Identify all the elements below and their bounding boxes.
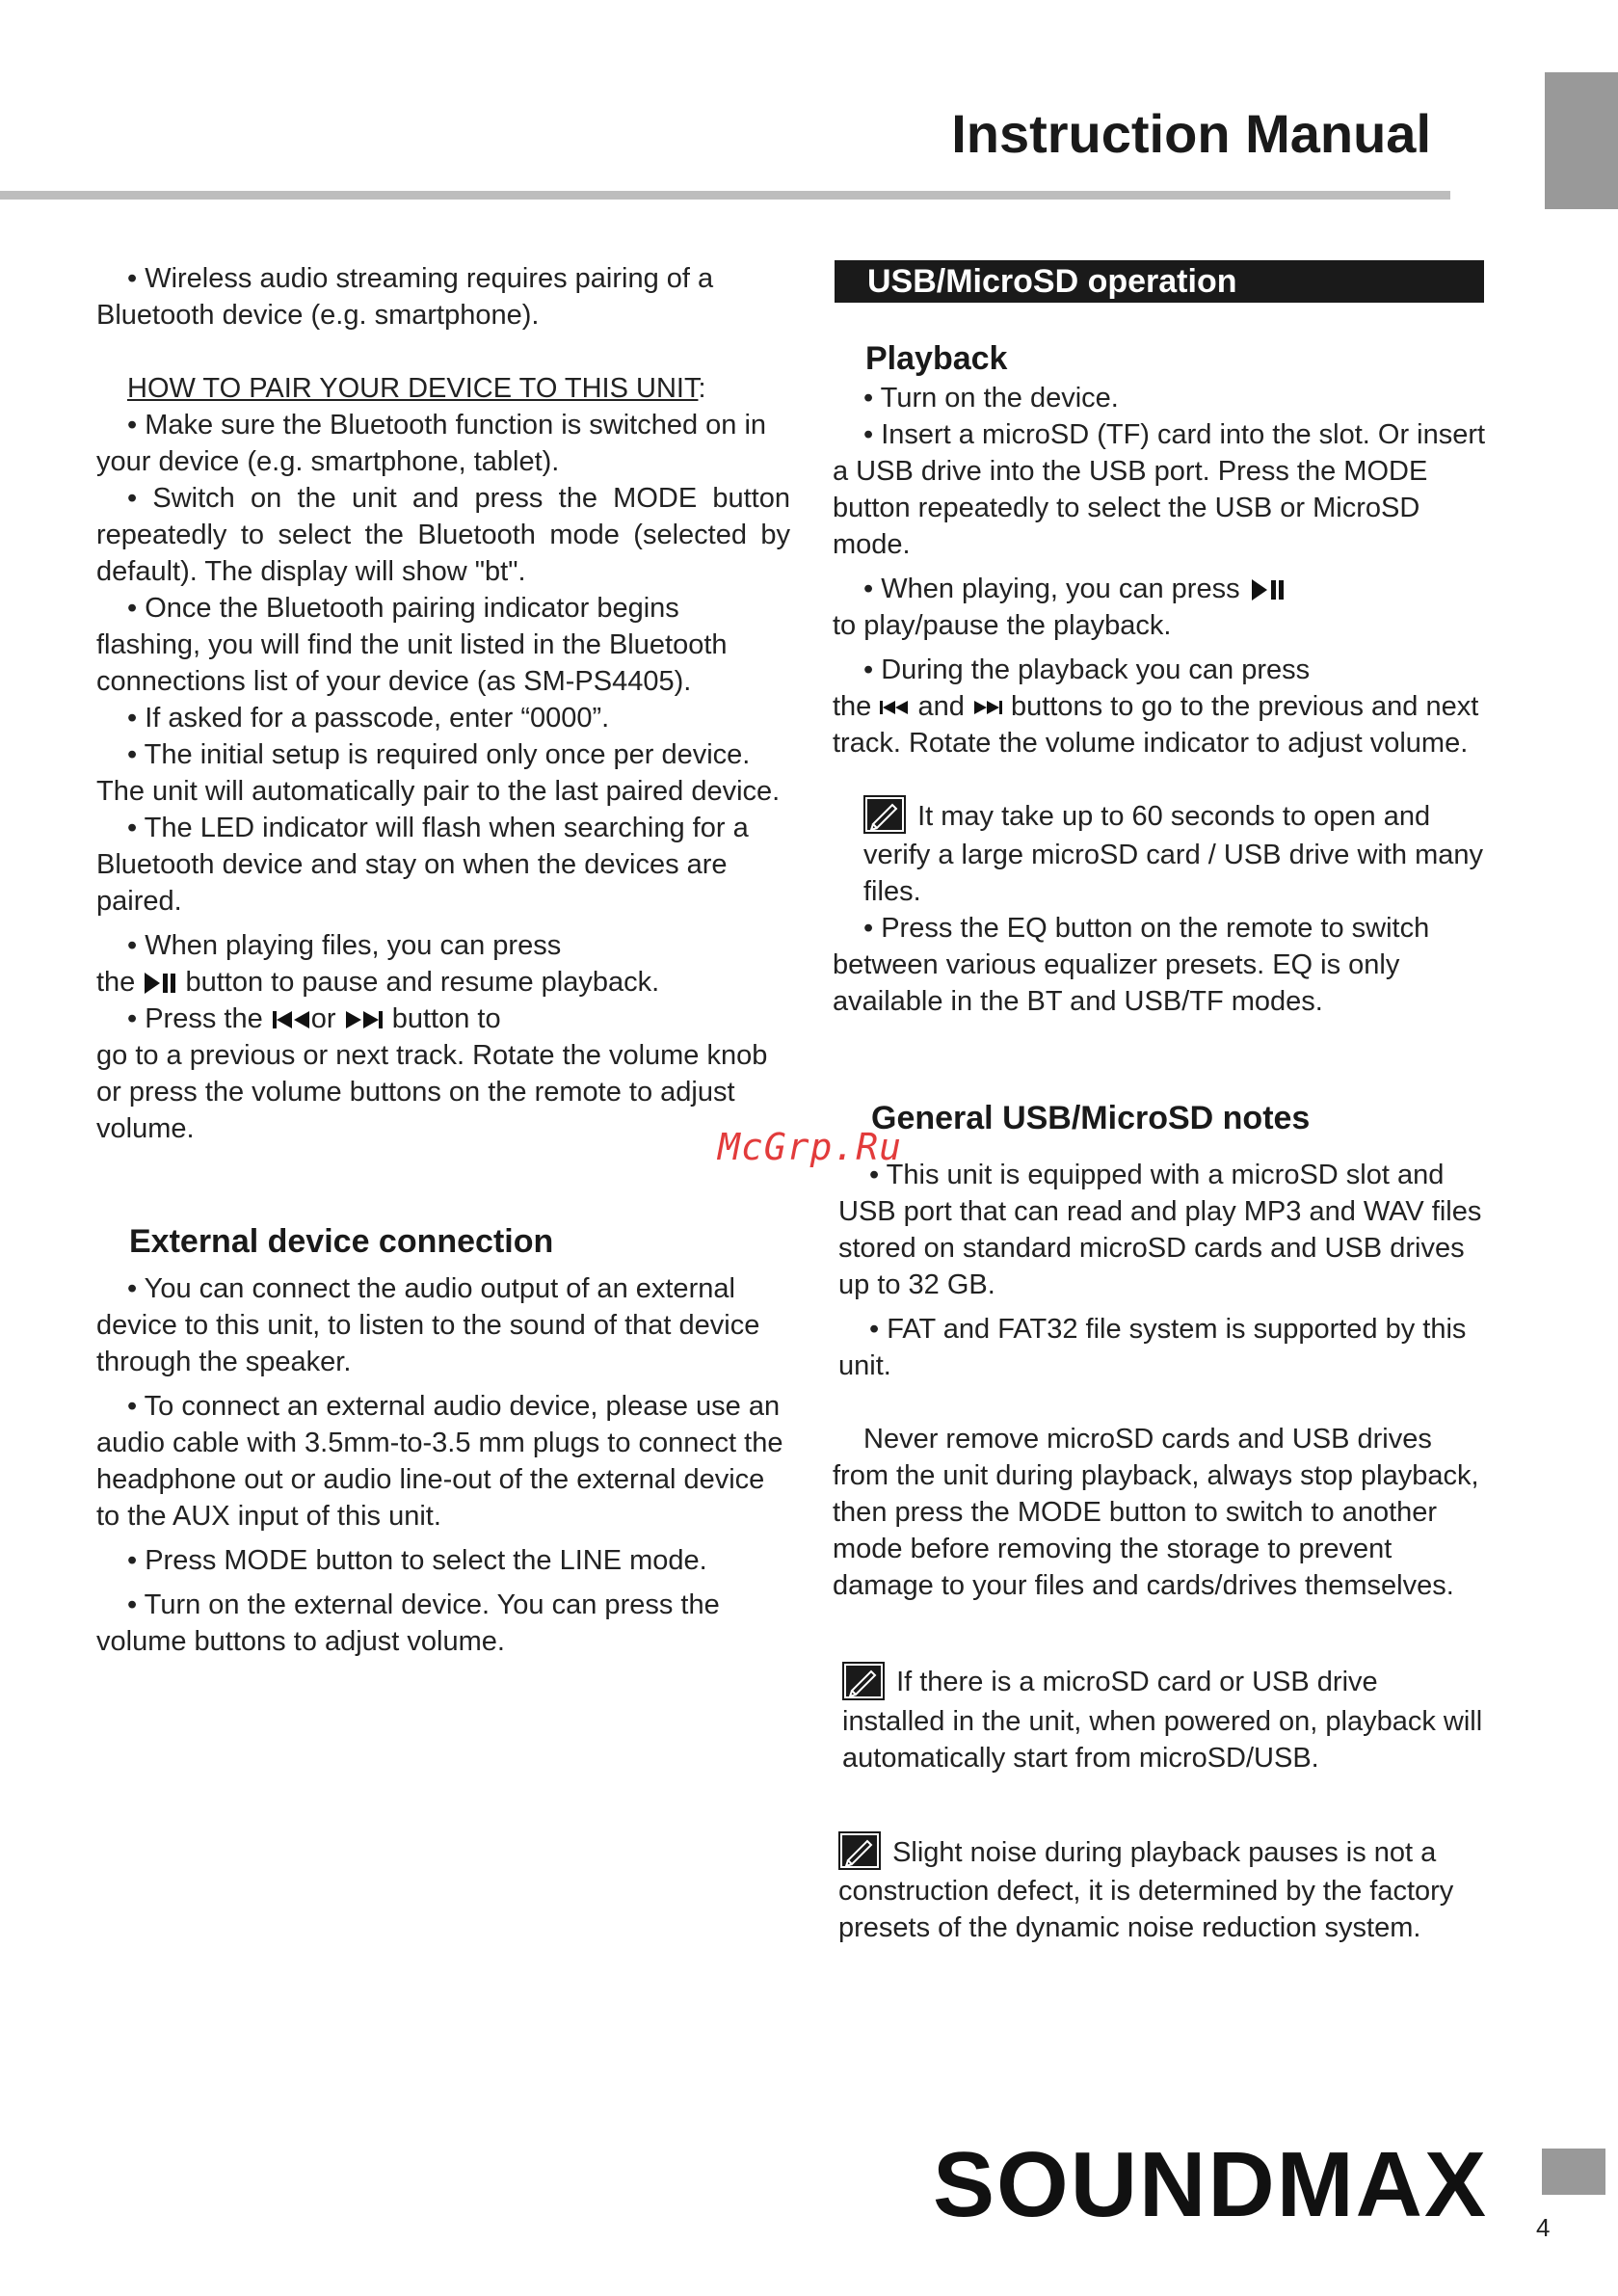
paragraph: • Wireless audio streaming requires pairing of a Bluetooth device (e.g. smartphone). — [96, 263, 714, 331]
brand-logo: SOUNDMAX — [933, 2133, 1489, 2236]
list-item: • If asked for a passcode, enter “0000”. — [127, 703, 610, 734]
subsection-heading: General USB/MicroSD notes — [871, 1100, 1311, 1137]
list-item: • To connect an external audio device, please use an audio cable with 3.5mm-to-3.5 mm plugs to connect the headphone out or audio line-out of the external device to the AUX input of this unit. — [96, 1391, 783, 1532]
pair-heading-text: HOW TO PAIR YOUR DEVICE TO THIS UNIT — [127, 373, 699, 404]
header-divider — [0, 191, 1450, 200]
list-item: • The initial setup is required only once per device. The unit will automatically pair to the last paired device. — [96, 739, 781, 807]
previous-track-icon — [271, 1009, 311, 1030]
right-column — [833, 260, 1488, 1946]
list-item: • This unit is equipped with a microSD slot and USB port that can read and play MP3 and WAV files stored on standard microSD cards and USB drives up to 32 GB. — [838, 1160, 1482, 1301]
list-item: • When playing, you can press to play/pause the playback. — [833, 571, 1488, 644]
pair-heading: HOW TO PAIR YOUR DEVICE TO THIS UNIT: — [127, 373, 706, 404]
list-item: • Turn on the device. — [863, 383, 1119, 414]
note: It may take up to 60 seconds to open and verify a large microSD card / USB drive with many files. — [833, 798, 1488, 910]
side-tab — [1545, 72, 1618, 209]
list-item: • Turn on the external device. You can press the volume buttons to adjust volume. — [96, 1589, 720, 1657]
list-item: • Make sure the Bluetooth function is switched on in your device (e.g. smartphone, tablet). — [96, 410, 767, 477]
play-pause-icon — [1248, 577, 1288, 602]
list-item: • The LED indicator will flash when searching for a Bluetooth device and stay on when the devices are paired. — [96, 813, 749, 917]
list-item: • Insert a microSD (TF) card into the slot. Or insert a USB drive into the USB port. Press the MODE button repeatedly to select the USB or MicroSD mode. — [833, 419, 1486, 560]
list-item: • During the playback you can press the and buttons to go to the previous and next track. Rotate the volume indicator to adjust volume. — [833, 654, 1479, 759]
note-pencil-icon — [863, 795, 906, 834]
section-title-bar: USB/MicroSD operation — [835, 260, 1484, 303]
subsection-heading: Playback — [865, 340, 1008, 377]
paragraph: Never remove microSD cards and USB drives from the unit during playback, always stop playback, then press the MODE button to switch to another mode before removing the storage to prevent damage to your files and cards/drives themselves. — [833, 1424, 1479, 1602]
section-heading: External device connection — [129, 1223, 554, 1260]
footer-tab — [1542, 2149, 1605, 2195]
list-item: • You can connect the audio output of an external device to this unit, to listen to the sound of that device through the speaker. — [96, 1273, 760, 1377]
watermark: McGrp.Ru — [718, 1126, 903, 1168]
list-item: • Switch on the unit and press the MODE button repeatedly to select the Bluetooth mode (selected by default). The display will show "bt". — [96, 483, 790, 587]
page-title: Instruction Manual — [951, 103, 1431, 164]
note: If there is a microSD card or USB drive installed in the unit, when powered on, playback will automatically start from microSD/USB. — [833, 1664, 1488, 1775]
play-pause-icon — [143, 971, 177, 996]
previous-track-icon — [879, 699, 910, 716]
list-item: • When playing files, you can press the button to pause and resume playback. — [96, 930, 660, 998]
list-item: • Press the EQ button on the remote to switch between various equalizer presets. EQ is only available in the BT and USB/TF modes. — [833, 913, 1430, 1018]
list-item: • Press MODE button to select the LINE mode. — [127, 1545, 707, 1576]
note: Slight noise during playback pauses is not a construction defect, it is determined by the factory presets of the dynamic noise reduction system. — [833, 1834, 1488, 1946]
list-item: • Once the Bluetooth pairing indicator begins flashing, you will find the unit listed in the Bluetooth connections list of your device (as SM-PS4405). — [96, 593, 728, 697]
left-column — [96, 260, 790, 1660]
list-item: • Press the or button to go to a previous or next track. Rotate the volume knob or press the volume buttons on the remote to adjust volume. — [96, 1003, 768, 1144]
list-item: • FAT and FAT32 file system is supported by this unit. — [838, 1314, 1467, 1382]
next-track-icon — [972, 699, 1003, 716]
note-pencil-icon — [842, 1662, 885, 1700]
note-pencil-icon — [838, 1831, 881, 1870]
page-number: 4 — [1536, 2213, 1551, 2242]
next-track-icon — [344, 1009, 385, 1030]
